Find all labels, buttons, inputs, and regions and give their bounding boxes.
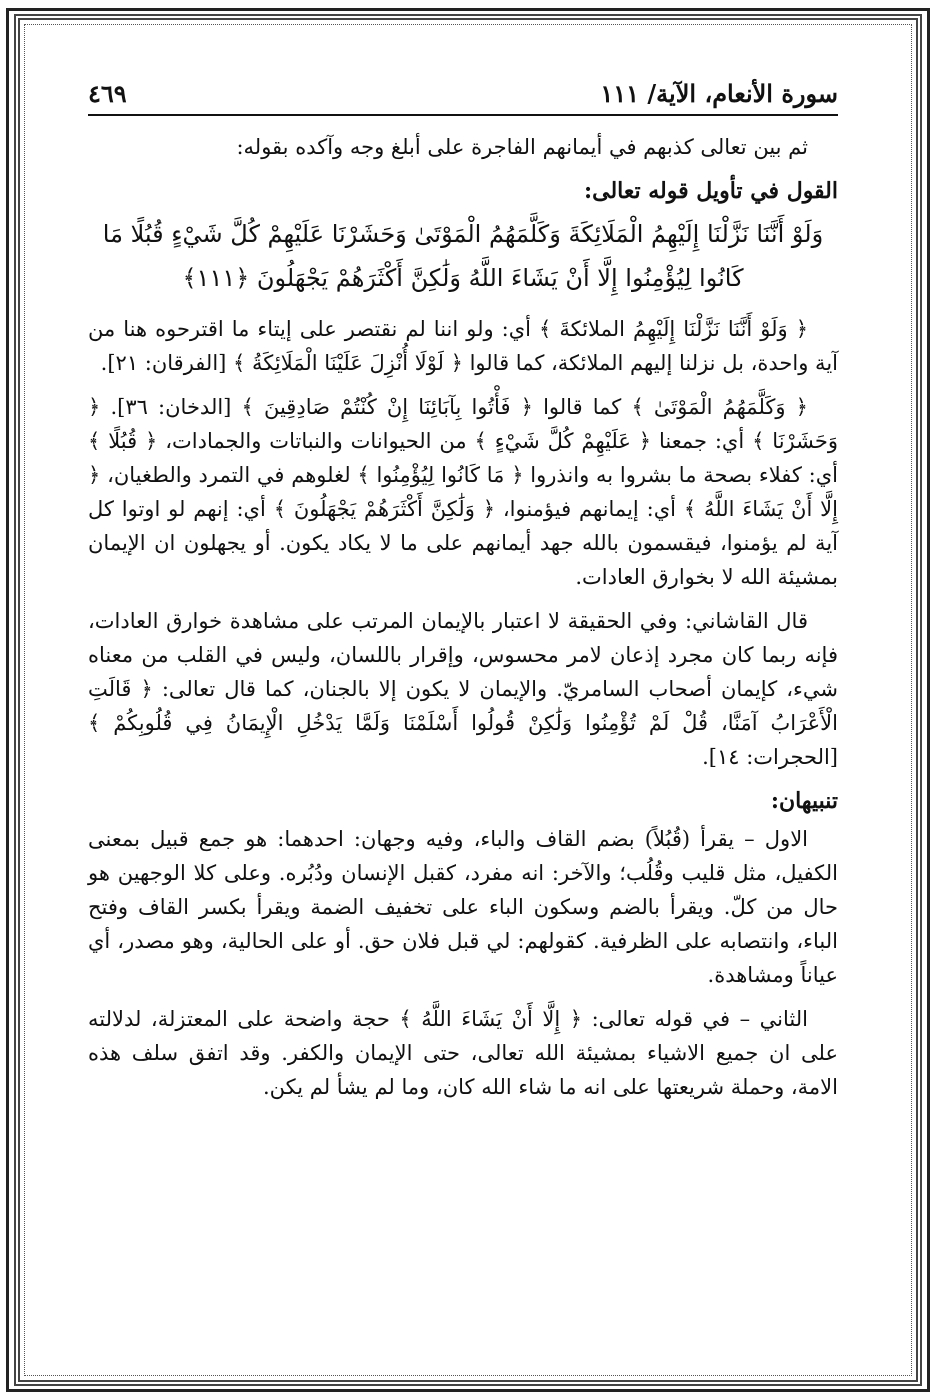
book-page	[88, 60, 838, 1320]
note-paragraph: الاول – يقرأ (قُبُلاً) بضم القاف والباء، وفيه وجهان: احدهما: هو جمع قبيل بمعنى الكفيل، مثل قليب وقُلُب؛ والآخر: انه مفرد، كقبل الإنسان ودُبُره. وعلى كلا الوجهين هو حال من كلّ. ويقرأ بالضم وسكون الباء على تخفيف الضمة ويقرأ بكسر القاف وفتح الباء، وانتصابه على الظرفية. كقولهم: لي قبل فلان حق. أو على الحالية، وهو مصدر، أي عياناً ومشاهدة.	[88, 827, 838, 987]
commentary-paragraph: قال القاشاني: وفي الحقيقة لا اعتبار بالإيمان المرتب على مشاهدة خوارق العادات، فإنه ربما كان مجرد إذعان لامر محسوس، وإقرار باللسان، وليس في القلب من معناه شيء، كإيمان أصحاب السامريّ. والإيمان لا يكون إلا بالجنان، كما قال تعالى: ﴿ قَالَتِ الْأَعْرَابُ آمَنَّا، قُلْ لَمْ تُؤْمِنُوا وَلَٰكِنْ قُولُوا أَسْلَمْنَا وَلَمَّا يَدْخُلِ الْإِيمَانُ فِي قُلُوبِكُمْ ﴾ [الحجرات: ١٤].	[88, 609, 838, 769]
notes-heading: تنبيهان:	[770, 788, 838, 814]
commentary-paragraph: ﴿ وَكَلَّمَهُمُ الْمَوْتَىٰ ﴾ كما قالوا ﴿ فَأْتُوا بِآبَائِنَا إِنْ كُنْتُمْ صَادِقِينَ ﴾ [الدخان: ٣٦]. ﴿ وَحَشَرْنَا ﴾ أي: جمعنا ﴿ عَلَيْهِمْ كُلَّ شَيْءٍ ﴾ من الحيوانات والنباتات والجمادات، ﴿ قُبُلًا ﴾ أي: كفلاء بصحة ما بشروا به وانذروا ﴿ مَا كَانُوا لِيُؤْمِنُوا ﴾ لغلوهم في التمرد والطغيان، ﴿ إِلَّا أَنْ يَشَاءَ اللَّهُ ﴾ أي: إيمانهم فيؤمنوا، ﴿ وَلَٰكِنَّ أَكْثَرَهُمْ يَجْهَلُونَ ﴾ أي: إنهم لو اوتوا كل آية لم يؤمنوا، فيقسمون بالله جهد أيمانهم على ما لا يكاد يكون. أو يجهلون ان الإيمان بمشيئة الله لا بخوارق العادات.	[88, 395, 838, 589]
note-paragraph: الثاني – في قوله تعالى: ﴿ إِلَّا أَنْ يَشَاءَ اللَّهُ ﴾ حجة واضحة على المعتزلة، لدلالته على ان جميع الاشياء بمشيئة الله تعالى، حتى الإيمان والكفر. وقد اتفق سلف هذه الامة، وحملة شريعتها على انه ما شاء الله كان، وما لم يشأ لم يكن.	[88, 1007, 838, 1099]
page-number: ٤٦٩	[88, 79, 127, 108]
commentary-paragraph: ﴿ وَلَوْ أَنَّنَا نَزَّلْنَا إِلَيْهِمُ الملائكةَ ﴾ أي: ولو اننا لم نقتصر على إيتاء ما اقترحوه هنا من آية واحدة، بل نزلنا إليهم الملائكة، كما قالوا ﴿ لَوْلَا أُنْزِلَ عَلَيْنَا الْمَلَائِكَةُ ﴾ [الفرقان: ٢١].	[88, 317, 838, 375]
running-header	[88, 60, 838, 116]
section-heading: القول في تأويل قوله تعالى:	[584, 178, 838, 204]
page-body	[88, 130, 838, 1104]
header-title: سورة الأنعام، الآية/ ١١١	[600, 79, 838, 108]
quran-verse: وَلَوْ أَنَّنَا نَزَّلْنَا إِلَيْهِمُ الْمَلَائِكَةَ وَكَلَّمَهُمُ الْمَوْتَىٰ وَحَشَرْنَا عَلَيْهِمْ كُلَّ شَيْءٍ قُبُلًا مَا كَانُوا لِيُؤْمِنُوا إِلَّا أَنْ يَشَاءَ اللَّهُ وَلَٰكِنَّ أَكْثَرَهُمْ يَجْهَلُونَ ﴿١١١﴾	[102, 220, 824, 292]
intro-paragraph: ثم بين تعالى كذبهم في أيمانهم الفاجرة على أبلغ وجه وآكده بقوله:	[236, 135, 808, 159]
